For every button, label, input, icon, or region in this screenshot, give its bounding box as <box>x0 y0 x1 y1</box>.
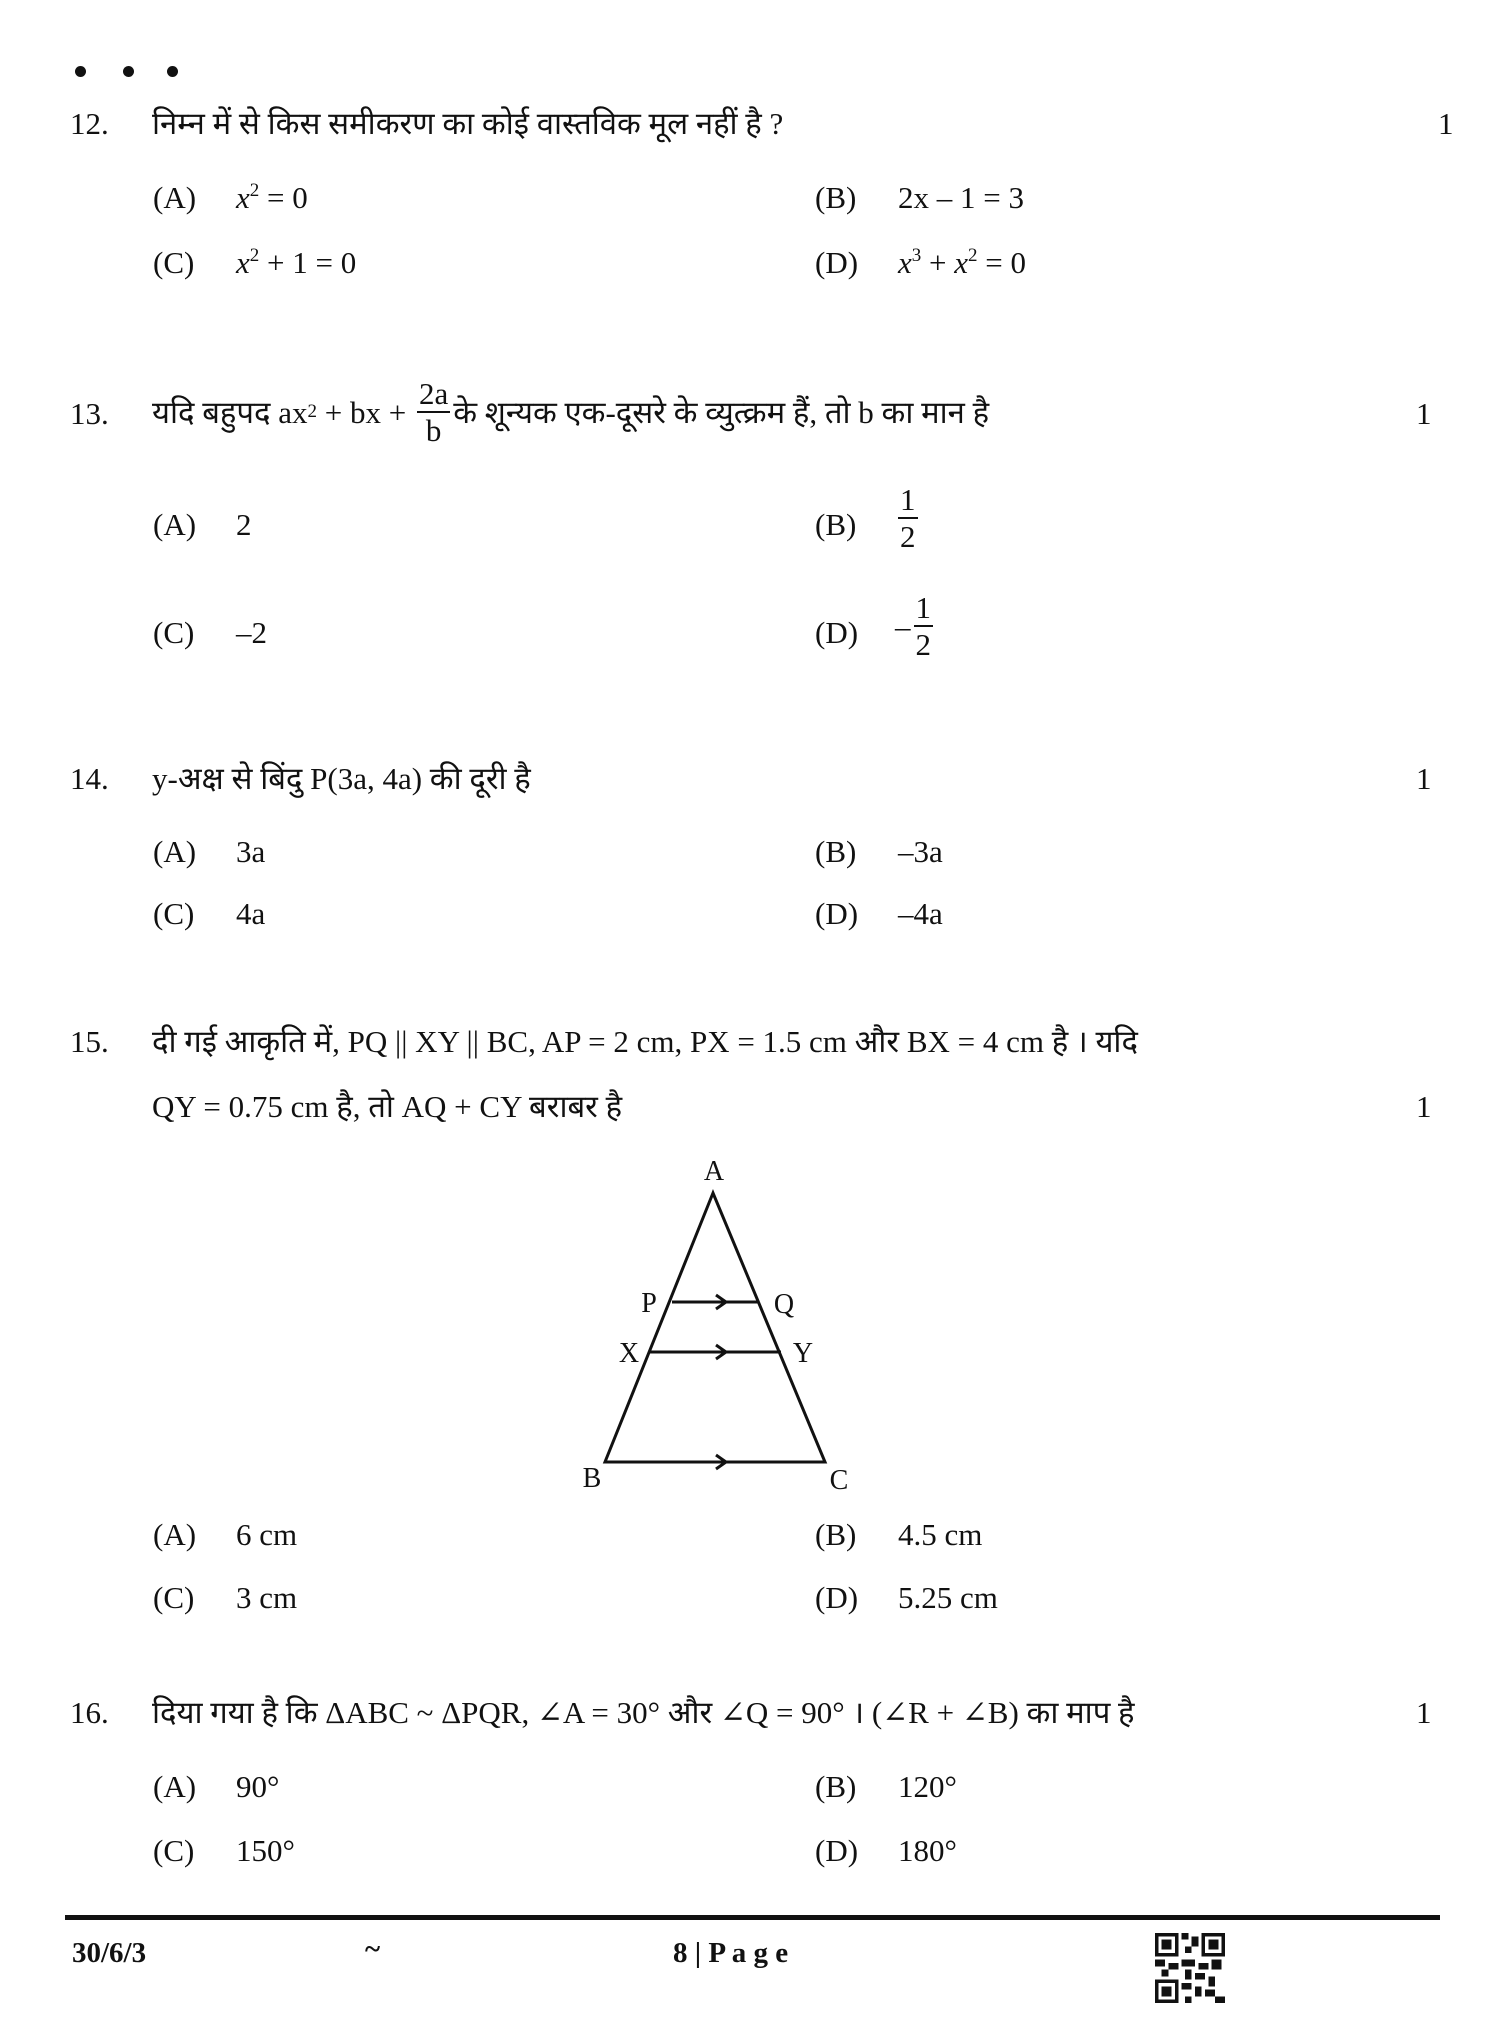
option-label: (D) <box>815 896 859 931</box>
question-marks: 1 <box>1416 761 1432 796</box>
option-d[interactable]: 180° <box>898 1833 957 1868</box>
label-y: Y <box>792 1338 814 1369</box>
question-text: निम्न में से किस समीकरण का कोई वास्तविक मूल नहीं है ? <box>152 106 784 141</box>
qr-code-icon <box>1155 1932 1225 2004</box>
question-text-line2: QY = 0.75 cm है, तो AQ + CY बराबर है <box>152 1089 623 1124</box>
label-a: A <box>703 1156 725 1187</box>
option-label: (A) <box>153 1517 197 1552</box>
option-label: (B) <box>815 1769 857 1804</box>
denominator: 2 <box>915 627 931 662</box>
tilde: ~ <box>365 1933 381 1965</box>
math: x <box>236 245 250 280</box>
option-label: (A) <box>153 180 197 215</box>
math: = 0 <box>977 245 1026 280</box>
option-a[interactable]: 6 cm <box>236 1517 298 1552</box>
question-text: y-अक्ष से बिंदु P(3a, 4a) की दूरी है <box>152 761 531 796</box>
math: x <box>954 245 969 280</box>
option-a[interactable]: 2 <box>236 507 252 542</box>
question-text-line1: दी गई आकृति में, PQ || XY || BC, AP = 2 cm, PX = 1.5 cm और BX = 4 cm है । यदि <box>152 1024 1138 1059</box>
page-number: 8 | P a g e <box>673 1937 789 1969</box>
denominator: b <box>425 413 442 448</box>
exponent: 3 <box>911 245 922 266</box>
option-label: (D) <box>815 245 859 280</box>
question-marks: 1 <box>1416 396 1432 431</box>
label-q: Q <box>773 1289 795 1320</box>
question-text: यदि बहुपद ax 2 + bx + $\frac{2a}{b}$ के शून्यक एक-दूसरे के व्युत्क्रम हैं, तो b का मान है <box>152 376 990 448</box>
numerator: 1 <box>915 590 931 625</box>
option-c[interactable]: –2 <box>236 615 267 650</box>
option-label: (B) <box>815 507 857 542</box>
option-b[interactable]: 4.5 cm <box>898 1517 983 1552</box>
numerator: 1 <box>900 482 916 517</box>
option-label: (A) <box>153 507 197 542</box>
option-b[interactable]: –3a <box>898 834 943 869</box>
label-x: X <box>618 1338 640 1369</box>
option-b[interactable]: 2x – 1 = 3 <box>898 180 1024 215</box>
option-label: (D) <box>815 615 859 650</box>
option-label: (B) <box>815 834 857 869</box>
option-a[interactable]: 90° <box>236 1769 280 1804</box>
question-marks: 1 <box>1438 106 1454 141</box>
question-number: 14. <box>70 761 109 796</box>
option-label: (D) <box>815 1833 859 1868</box>
numerator: 2a <box>418 376 449 411</box>
math: = 0 <box>259 180 308 215</box>
text: + bx + <box>316 394 414 430</box>
option-label: (C) <box>153 1580 195 1615</box>
option-b[interactable]: 120° <box>898 1769 957 1804</box>
footer-divider <box>65 1915 1440 1920</box>
question-number: 12. <box>70 106 109 141</box>
option-d[interactable]: 5.25 cm <box>898 1580 998 1615</box>
question-number: 16. <box>70 1695 109 1730</box>
question-text: दिया गया है कि ΔABC ~ ΔPQR, ∠A = 30° और ∠Q = 90° । (∠R + ∠B) का माप है <box>152 1695 1135 1730</box>
question-number: 15. <box>70 1024 109 1059</box>
option-c[interactable]: 150° <box>236 1833 295 1868</box>
option-c[interactable]: 4a <box>236 896 266 931</box>
question-marks: 1 <box>1416 1695 1432 1730</box>
question-number: 13. <box>70 396 109 431</box>
math: x <box>236 180 250 215</box>
math: + 1 = 0 <box>259 245 357 280</box>
question-marks: 1 <box>1416 1089 1432 1124</box>
option-label: (C) <box>153 896 195 931</box>
denominator: 2 <box>900 519 916 554</box>
label-b: B <box>582 1463 602 1494</box>
option-d[interactable]: –4a <box>898 896 943 931</box>
option-a[interactable]: 3a <box>236 834 266 869</box>
sign: – <box>895 608 911 644</box>
option-label: (C) <box>153 245 195 280</box>
text: यदि बहुपद ax <box>152 394 308 430</box>
option-c[interactable]: 3 cm <box>236 1580 298 1615</box>
exponent: 2 <box>249 180 260 201</box>
option-label: (B) <box>815 1517 857 1552</box>
label-c: C <box>829 1465 849 1496</box>
option-label: (C) <box>153 615 195 650</box>
option-label: (A) <box>153 834 197 869</box>
paper-code: 30/6/3 <box>72 1937 147 1969</box>
math: + <box>921 245 955 280</box>
option-label: (A) <box>153 1769 197 1804</box>
option-label: (D) <box>815 1580 859 1615</box>
option-label: (B) <box>815 180 857 215</box>
math: x <box>898 245 912 280</box>
text: के शून्यक एक-दूसरे के व्युत्क्रम हैं, तो b का मान है <box>453 394 990 430</box>
option-label: (C) <box>153 1833 195 1868</box>
label-p: P <box>641 1288 657 1319</box>
exponent: 2 <box>968 245 978 266</box>
triangle-abc <box>605 1193 825 1462</box>
exponent: 2 <box>249 245 260 266</box>
